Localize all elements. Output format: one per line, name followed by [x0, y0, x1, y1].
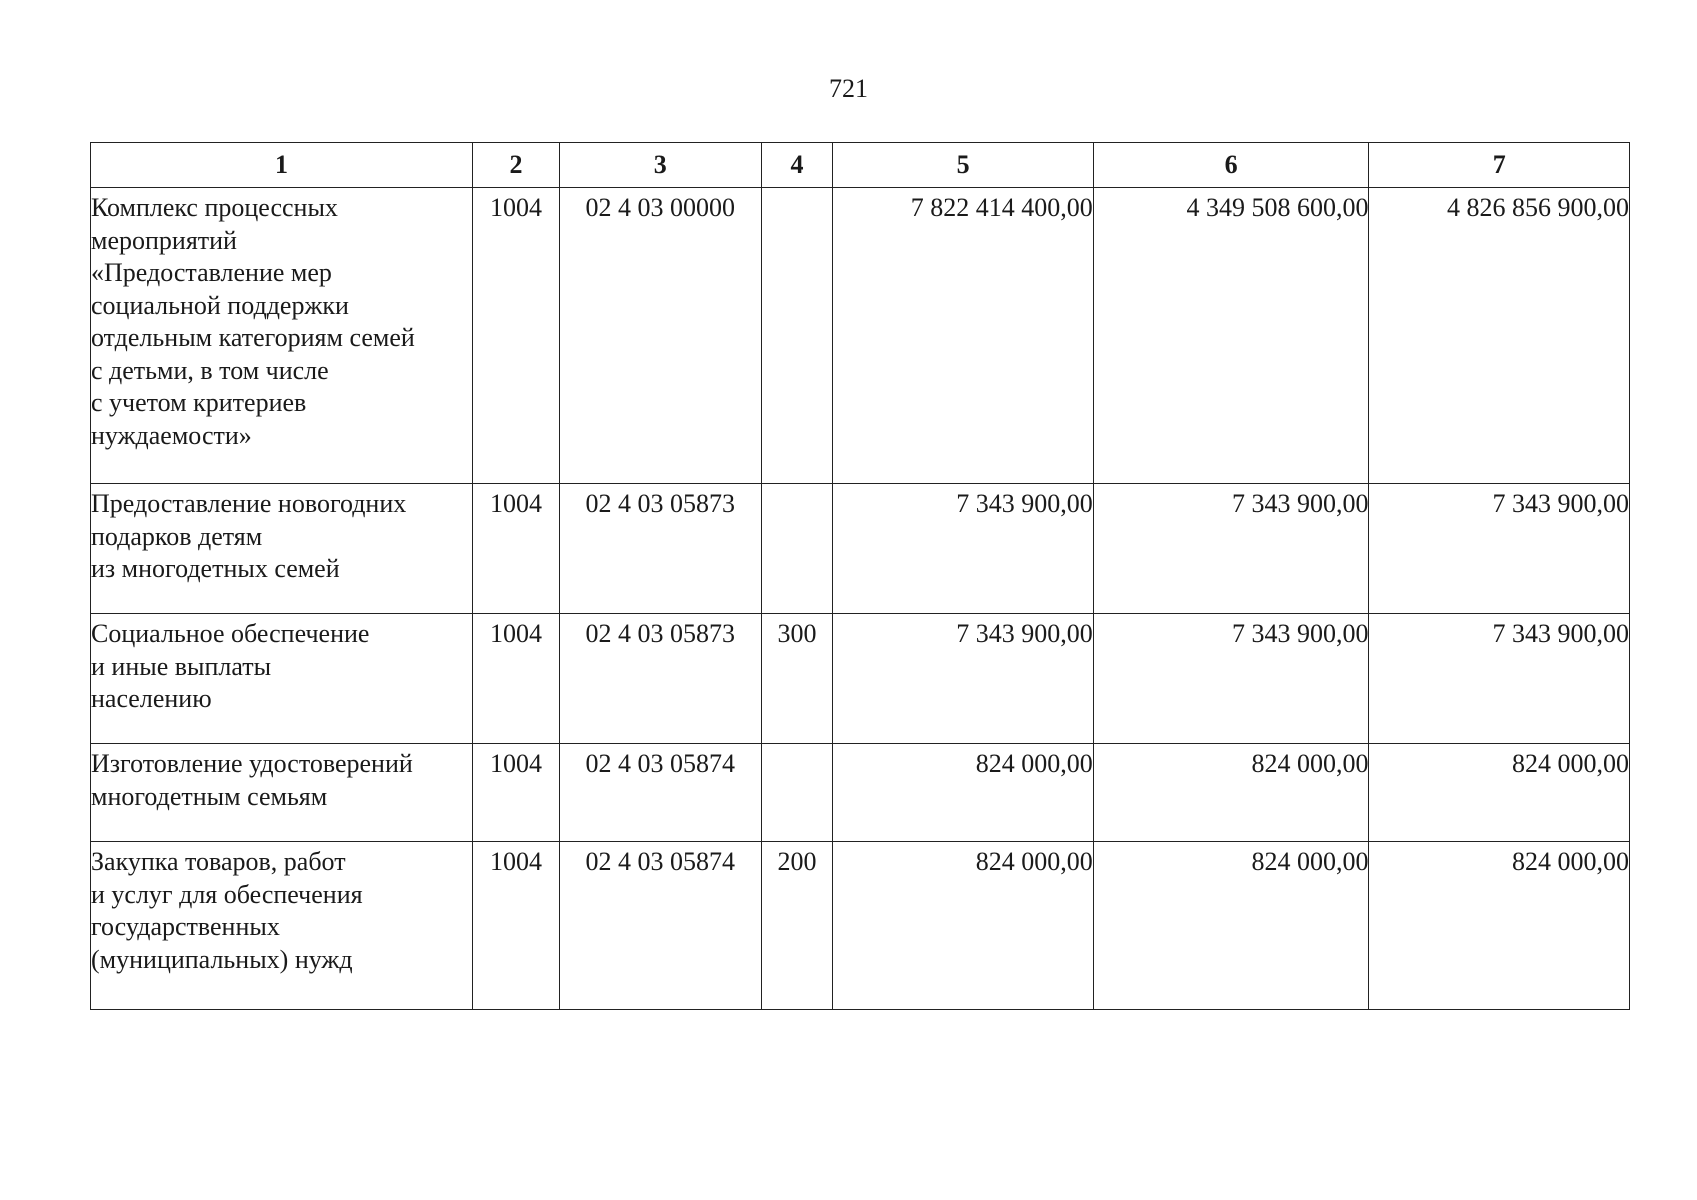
amount-col6-cell: 7 343 900,00 [1093, 484, 1369, 614]
target-article-cell: 02 4 03 05873 [559, 614, 761, 744]
amount-col6-cell: 7 343 900,00 [1093, 614, 1369, 744]
amount-col5-cell: 7 822 414 400,00 [833, 188, 1093, 484]
amount-col7-cell: 824 000,00 [1369, 842, 1630, 1010]
row-name-line: «Предоставление мер [91, 258, 332, 287]
header-col-4: 4 [761, 143, 833, 188]
target-article-cell: 02 4 03 00000 [559, 188, 761, 484]
row-name-cell [91, 188, 473, 484]
row-name-line: Комплекс процессных [91, 193, 338, 222]
row-name-line: социальной поддержки [91, 290, 349, 320]
row-name-line: с учетом критериев [91, 388, 307, 417]
amount-col7-cell: 7 343 900,00 [1369, 484, 1630, 614]
amount-col5-cell: 824 000,00 [833, 744, 1093, 842]
header-col-3: 3 [559, 143, 761, 188]
table-row [91, 614, 1630, 744]
row-name-cell [91, 614, 473, 744]
row-name-line: отдельным категориям семей [91, 323, 415, 352]
row-name-line: и услуг для обеспечения [91, 879, 363, 909]
target-article-cell: 02 4 03 05874 [559, 744, 761, 842]
amount-col6-cell: 824 000,00 [1093, 744, 1369, 842]
row-name-line: многодетным семьям [91, 781, 328, 811]
header-col-5: 5 [833, 143, 1093, 188]
expense-type-cell: 200 [761, 842, 833, 1010]
row-name-line: мероприятий [91, 225, 237, 255]
row-name-line: государственных [91, 912, 280, 941]
expense-type-cell [761, 744, 833, 842]
header-col-2: 2 [473, 143, 560, 188]
row-name-line: нуждаемости» [91, 420, 252, 450]
target-article-cell: 02 4 03 05873 [559, 484, 761, 614]
row-name-line: подарков детям [91, 521, 263, 551]
row-name-line: Социальное обеспечение [91, 619, 370, 648]
amount-col6-cell: 4 349 508 600,00 [1093, 188, 1369, 484]
table-row [91, 188, 1630, 484]
row-name-line: Закупка товаров, работ [91, 847, 346, 876]
row-name-line: и иные выплаты [91, 651, 272, 681]
amount-col5-cell: 7 343 900,00 [833, 614, 1093, 744]
section-code-cell: 1004 [473, 188, 560, 484]
table-row [91, 744, 1630, 842]
amount-col7-cell: 7 343 900,00 [1369, 614, 1630, 744]
target-article-cell: 02 4 03 05874 [559, 842, 761, 1010]
page-number: 721 [829, 74, 868, 103]
amount-col5-cell: 7 343 900,00 [833, 484, 1093, 614]
table-row [91, 842, 1630, 1010]
section-code-cell: 1004 [473, 744, 560, 842]
row-name-line: Предоставление новогодних [91, 489, 407, 518]
row-name-line: Изготовление удостоверений [91, 749, 413, 778]
budget-table [90, 142, 1630, 1010]
section-code-cell: 1004 [473, 614, 560, 744]
table-row [91, 484, 1630, 614]
expense-type-cell [761, 484, 833, 614]
header-col-7: 7 [1369, 143, 1630, 188]
amount-col7-cell: 4 826 856 900,00 [1369, 188, 1630, 484]
amount-col7-cell: 824 000,00 [1369, 744, 1630, 842]
row-name-cell [91, 744, 473, 842]
row-name-line: с детьми, в том числе [91, 355, 329, 385]
expense-type-cell [761, 188, 833, 484]
expense-type-cell: 300 [761, 614, 833, 744]
header-col-1: 1 [91, 143, 473, 188]
amount-col6-cell: 824 000,00 [1093, 842, 1369, 1010]
row-name-line: населению [91, 684, 212, 713]
row-name-line: (муниципальных) нужд [91, 944, 353, 974]
row-name-cell [91, 842, 473, 1010]
row-name-cell [91, 484, 473, 614]
header-row [91, 143, 1630, 188]
section-code-cell: 1004 [473, 484, 560, 614]
amount-col5-cell: 824 000,00 [833, 842, 1093, 1010]
header-col-6: 6 [1093, 143, 1369, 188]
section-code-cell: 1004 [473, 842, 560, 1010]
row-name-line: из многодетных семей [91, 554, 340, 583]
